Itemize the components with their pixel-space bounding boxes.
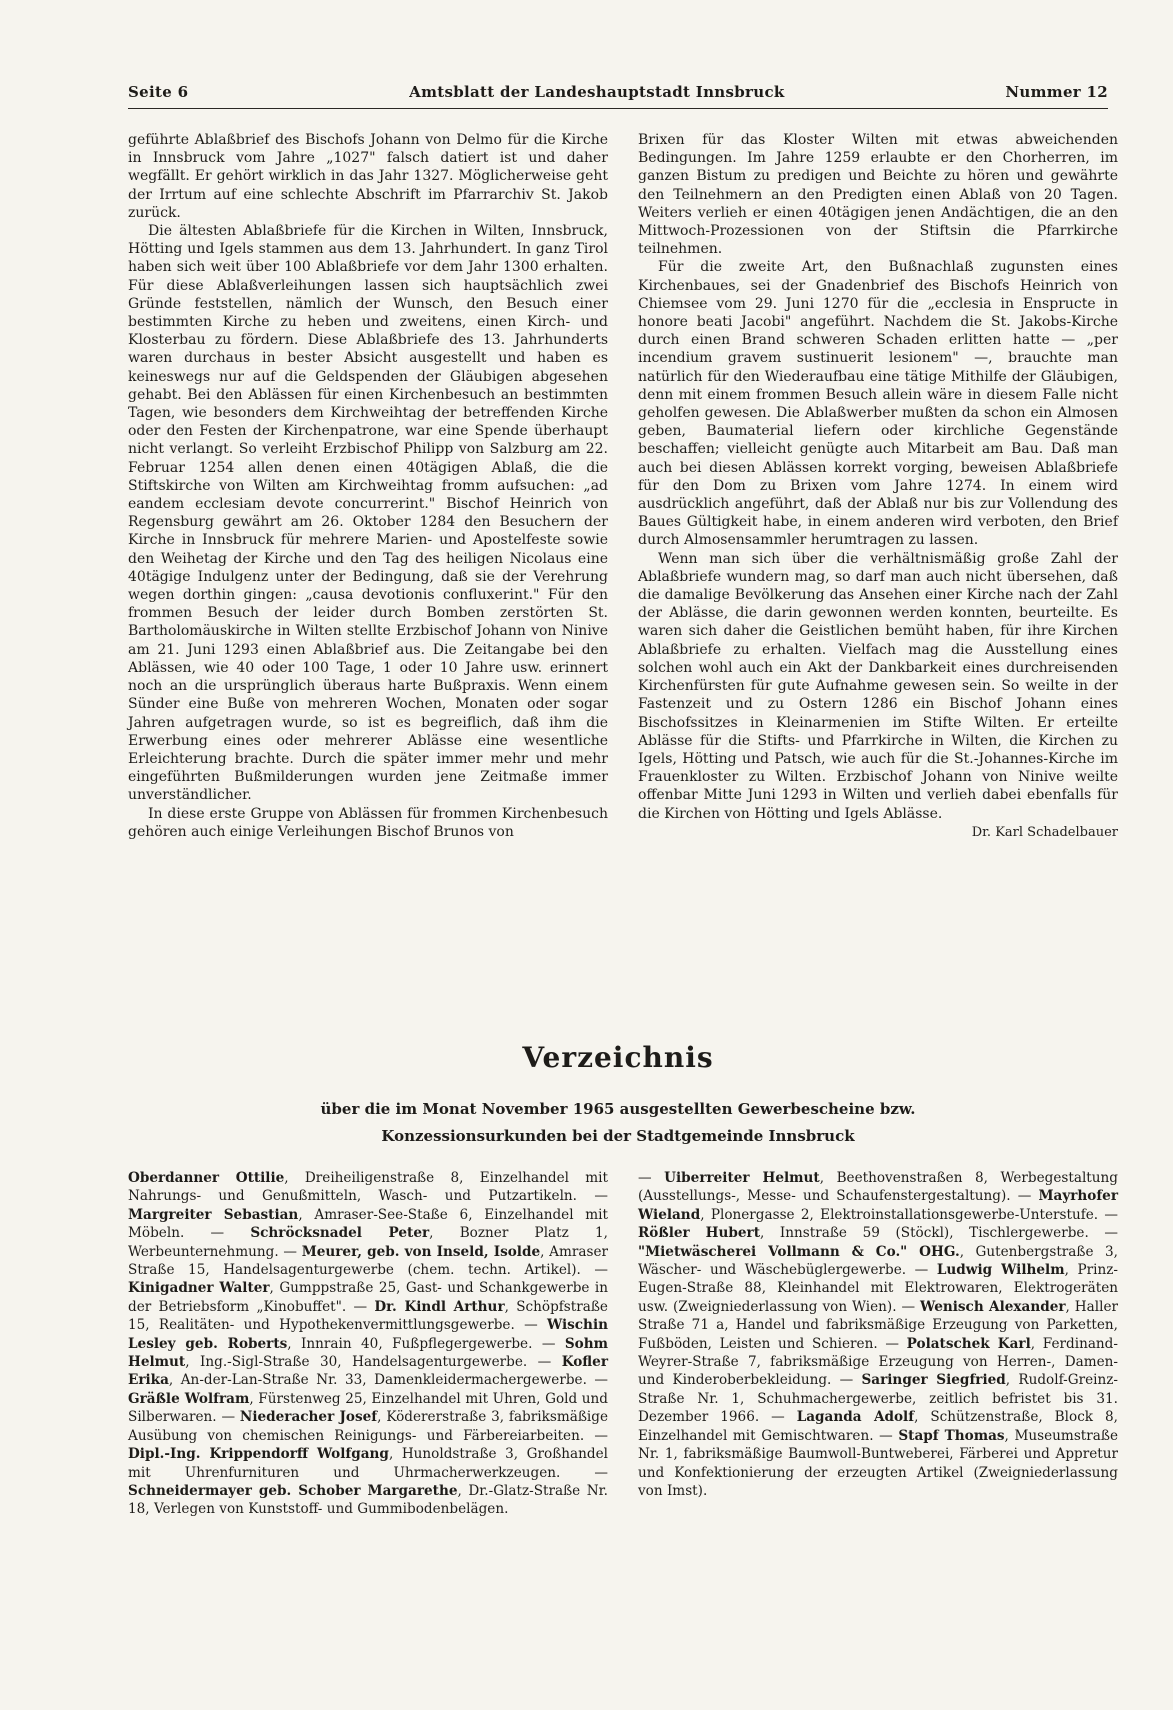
licensee-name: Dipl.-Ing. Krippendorff Wolfgang — [128, 1446, 389, 1463]
license-details: , Ferdinand-Weyrer-Straße 7, fabriksmäßige Erzeugung von Herren-, Damen- und Kinderoberbekleidung. — — [638, 1335, 1118, 1389]
license-details: , Amraser-See-Staße 6, Einzelhandel mit Möbeln. — — [128, 1206, 608, 1242]
licensee-name: Mayrhofer Wieland — [638, 1188, 1118, 1223]
licensee-name: Niederacher Josef — [239, 1409, 378, 1426]
license-details: , Rudolf-Greinz-Straße Nr. 1, Schuhmachergewerbe, zeitlich befristet bis 31. Dezember 1966. — — [638, 1372, 1118, 1426]
article-paragraph: geführte Ablaßbrief des Bischofs Johann von Delmo für die Kirche in Innsbruck vom Jahre „1027" falsch datiert ist und daher wegfällt. Er gehört wirklich in das Jahr 1327. Möglicherweise geht der Irrtum auf eine schlechte Abschrift im Pfarrarchiv St. Jakob zurück. — [128, 132, 608, 221]
licensee-name: Schröcksnadel Peter — [250, 1225, 430, 1242]
article-author: Dr. Karl Schadelbauer — [971, 824, 1118, 840]
register-left-column — [128, 1169, 608, 1519]
licensee-name: Polatschek Karl — [906, 1335, 1031, 1352]
license-details: , Hunoldstraße 3, Großhandel mit Uhrenfurnituren und Uhrmacherwerkzeugen. — — [128, 1446, 608, 1481]
license-details: , Gumppstraße 25, Gast- und Schankgewerbe in der Betriebsform „Kinobuffet". — — [128, 1280, 608, 1315]
license-details: , Prinz-Eugen-Straße 88, Kleinhandel mit Elektrowaren, Elektrogeräten usw. (Zweigniederlassung von Wien). — — [638, 1262, 1118, 1315]
license-details: , Gutenbergstraße 3, Wäscher- und Wäschebüglergewerbe. — — [638, 1243, 1118, 1279]
licensee-name: Meurer, geb. von Inseld, Isolde — [301, 1243, 541, 1260]
license-details: , Innstraße 59 (Stöckl), Tischlergewerbe. — — [760, 1225, 1118, 1242]
licensee-name: Schneidermayer geb. Schober Margarethe — [128, 1482, 458, 1499]
register-entries-left — [128, 1169, 608, 1519]
page-header — [128, 83, 1108, 107]
register-entry — [128, 1483, 608, 1517]
register-entry: — Uiberreiter Helmut, Beethovenstraßen 8, Werbegestaltung (Ausstellungs-, Messe- und Schaufenstergestaltung). — — [638, 1170, 1118, 1205]
register-subtitle: über die im Monat November 1965 ausgestellten Gewerbescheine bzw. Konzessionsurkunden bei der Stadtgemeinde Innsbruck — [320, 1100, 916, 1145]
article-paragraph: Die ältesten Ablaßbriefe für die Kirchen in Wilten, Innsbruck, Hötting und Igels stammen aus dem 13. Jahrhundert. In ganz Tirol haben sich weit über 100 Ablaßbriefe vor dem Jahr 1300 erhalten. Für diese Ablaßverleihungen lassen sich hauptsächlich zwei Gründe feststellen, nämlich der Wunsch, den Besuch einer bestimmten Kirche zu heben und zweitens, einen Kirch- und Klosterbau zu fördern. Diese Ablaßbriefe des 13. Jahrhunderts waren durchaus in bester Absicht ausgestellt und haben es keineswegs nur auf die Geldspenden der Gläubigen abgesehen gehabt. Bei den Ablässen für einen Kirchenbesuch an bestimmten Tagen, wie besonders dem Kirchweihtag der betreffenden Kirche oder den Festen der Kirchenpatrone, war eine Spende überhaupt nicht verlangt. So verleiht Erzbischof Philipp von Salzburg am 22. Februar 1254 allen denen einen 40tägigen Ablaß, die die Stiftskirche von Wilten am Kirchweihtag fromm aufsuchen: „ad eandem ecclesiam devote concurrerint." Bischof Heinrich von Regensburg gewährt am 26. Oktober 1284 den Besuchern der Kirche in Innsbruck für mehrere Marien- und Apostelfeste sowie den Weihetag der Kirche und den Tag des heiligen Nicolaus eine 40tägige Indulgenz unter der Bedingung, daß sie der Verehrung wegen dorthin gingen: „causa devotionis confluxerint." Für den frommen Besuch der leider durch Bomben zerstörten St. Bartholomäuskirche in Wilten stellte Erzbischof Johann von Ninive am 21. Juni 1293 einen Ablaßbrief aus. Die Zeitangabe bei den Ablässen, wie 40 oder 100 Tage, 1 oder 10 Jahre usw. erinnert noch an die ursprünglich überaus harte Bußpraxis. Wenn einem Sünder eine Buße von mehreren Wochen, Monaten oder sogar Jahren aufgetragen wurde, so ist es begreiflich, daß ihm die Erwerbung eines oder mehrerer Ablässe eine wesentliche Erleichterung brachte. Durch die später immer mehr und mehr eingeführten Bußmilderungen wurden jene Zeitmaße immer unverständlicher. — [128, 223, 608, 804]
license-details: , Plonergasse 2, Elektroinstallationsgewerbe-Unterstufe. — — [700, 1206, 1118, 1223]
license-details: , Amraser Straße 15, Handelsagenturgewerbe (chem. techn. Artikel). — — [128, 1243, 608, 1279]
publication-title: Amtsblatt der Landeshauptstadt Innsbruck — [409, 83, 785, 101]
license-details: , Innrain 40, Fußpflegergewerbe. — — [287, 1335, 565, 1352]
license-details: , Schützenstraße, Block 8, Einzelhandel mit Gemischtwaren. — — [638, 1409, 1118, 1444]
header-rule — [128, 108, 1108, 109]
licensee-name: Ludwig Wilhelm — [936, 1262, 1065, 1279]
register-heading — [128, 1041, 1108, 1150]
license-details: , Fürstenweg 25, Einzelhandel mit Uhren, Gold und Silberwaren. — — [128, 1390, 608, 1426]
page-number: Seite 6 — [128, 83, 189, 101]
license-details: , Bozner Platz 1, Werbeunternehmung. — — [128, 1225, 608, 1260]
licensee-name: Margreiter Sebastian — [128, 1206, 299, 1223]
licensee-name: Laganda Adolf — [796, 1409, 915, 1426]
license-details: , Museumstraße Nr. 1, fabriksmäßige Baumwoll-Buntweberei, Färberei und Appretur und Konfektionierung der erzeugten Artikel (Zweigniederlassung von Imst). — [638, 1427, 1118, 1499]
licensee-name: Rößler Hubert — [638, 1225, 760, 1242]
licensee-name: Gräßle Wolfram — [128, 1390, 250, 1407]
license-details: , An-der-Lan-Straße Nr. 33, Damenkleidermachergewerbe. — — [168, 1372, 608, 1389]
article-columns — [128, 131, 1118, 842]
license-details: , Haller Straße 71 a, Handel und fabriksmäßige Erzeugung von Parketten, Fußböden, Leisten und Schieren. — — [638, 1298, 1118, 1352]
register-entry — [128, 1170, 608, 1204]
licensee-name: Kinigadner Walter — [128, 1280, 270, 1297]
register-right-column — [638, 1169, 1118, 1519]
licensee-name: Saringer Siegfried — [861, 1372, 1006, 1389]
article-right-column — [638, 131, 1118, 842]
licensee-name: Kofler Erika — [128, 1354, 608, 1389]
licensee-name: Wenisch Alexander — [920, 1298, 1066, 1315]
licensee-name: Dr. Kindl Arthur — [374, 1298, 505, 1315]
article-paragraph: Brixen für das Kloster Wilten mit etwas abweichenden Bedingungen. Im Jahre 1259 erlaubte er den Chorherren, im ganzen Bistum zu predigen und Beichte zu hören und gewährte den Teilnehmern an den Predigten einen Ablaß von 20 Tagen. Weiters verlieh er einen 40tägigen jenen Andächtigen, die an den Mittwoch-Prozessionen von der Stiftsin die Pfarrkirche teilnehmen. — [638, 132, 1118, 258]
register-entry — [128, 1446, 608, 1480]
license-details: , Beethovenstraßen 8, Werbegestaltung (Ausstellungs-, Messe- und Schaufenstergestaltung). — — [638, 1170, 1118, 1205]
licensee-name: Stapf Thomas — [898, 1427, 1005, 1444]
register-title: Verzeichnis — [522, 1041, 714, 1074]
article-paragraph: Wenn man sich über die verhältnismäßig große Zahl der Ablaßbriefe wundern mag, so darf man auch nicht übersehen, daß die damalige Bevölkerung das Ansehen einer Kirche nach der Zahl der Ablässe, die darin gewonnen werden konnten, beurteilte. Es waren sich daher die Geistlichen bemüht haben, für ihre Kirchen Ablaßbriefe zu erhalten. Vielfach mag die Ausstellung eines solchen wohl auch ein Akt der Dankbarkeit eines durchreisenden Kirchenfürsten für gute Aufnahme gewesen sein. So weilte in der Fastenzeit und zu Ostern 1286 ein Bischof Johann eines Bischofssitzes in Kleinarmenien im Stifte Wilten. Er erteilte Ablässe für die Stifts- und Pfarrkirche in Wilten, die Kirchen zu Igels, Hötting und Patsch, wie auch für die St.-Johannes-Kirche im Frauenkloster zu Wilten. Erzbischof Johann von Ninive weilte offenbar Mitte Juni 1293 in Wilten und verlieh dabei ebenfalls für die Kirchen von Hötting und Igels Ablässe. — [638, 550, 1118, 822]
license-details: , Dreiheiligenstraße 8, Einzelhandel mit Nahrungs- und Genußmitteln, Wasch- und Putzartikeln. — — [128, 1170, 608, 1205]
license-details: , Ing.-Sigl-Straße 30, Handelsagenturgewerbe. — — [185, 1354, 562, 1371]
issue-number: Nummer 12 — [1005, 83, 1108, 101]
licensee-name: Wischin Lesley geb. Roberts — [128, 1317, 608, 1352]
register-columns — [128, 1169, 1118, 1519]
register-entries-right — [638, 1169, 1118, 1500]
license-details: , Ködererstraße 3, fabriksmäßige Ausübung von chemischen Reinigungs- und Färbereiarbeiten. — — [128, 1409, 608, 1444]
article-paragraph: In diese erste Gruppe von Ablässen für frommen Kirchenbesuch gehören auch einige Verleihungen Bischof Brunos von — [128, 805, 608, 840]
licensee-name: Oberdanner Ottilie — [128, 1170, 285, 1186]
licensee-name: "Mietwäscherei Vollmann & Co." OHG. — [638, 1243, 960, 1260]
licensee-name: Sohm Helmut — [128, 1335, 608, 1371]
register-entry — [638, 1225, 1118, 1241]
article-paragraph: Für die zweite Art, den Bußnachlaß zugunsten eines Kirchenbaues, sei der Gnadenbrief des Bischofs Heinrich von Chiemsee vom 29. Juni 1270 für die „ecclesia in Enspructe in honore beati Jacobi" angeführt. Nachdem die St. Jakobs-Kirche durch einen Brand schweren Schaden erlitten hatte — „per incendium gravem sustinuerit lesionem" —, brauchte man natürlich für den Wiederaufbau eine tätige Mithilfe der Gläubigen, denn mit einem frommen Besuch allein wäre in diesem Falle nicht geholfen gewesen. Die Ablaßwerber mußten da schon ein Almosen geben, Baumaterial liefern oder kirchliche Gegenstände beschaffen; vielleicht genügte auch Mitarbeit am Bau. Daß man auch bei diesen Ablässen korrekt vorging, beweisen Ablaßbriefe für den Dom zu Brixen vom Jahre 1274. In einem wird ausdrücklich angeführt, daß der Ablaß nur bis zur Vollendung des Baues Gültigkeit habe, in einem anderen wird verboten, den Brief durch Almosensammler herumtragen zu lassen. — [638, 259, 1118, 549]
licensee-name: Uiberreiter Helmut — [664, 1170, 820, 1186]
article-left-column — [128, 131, 608, 842]
license-details: , Schöpfstraße 15, Realitäten- und Hypothekenvermittlungsgewerbe. — — [128, 1298, 608, 1334]
license-details: , Dr.-Glatz-Straße Nr. 18, Verlegen von Kunststoff- und Gummibodenbelägen. — [128, 1482, 608, 1518]
